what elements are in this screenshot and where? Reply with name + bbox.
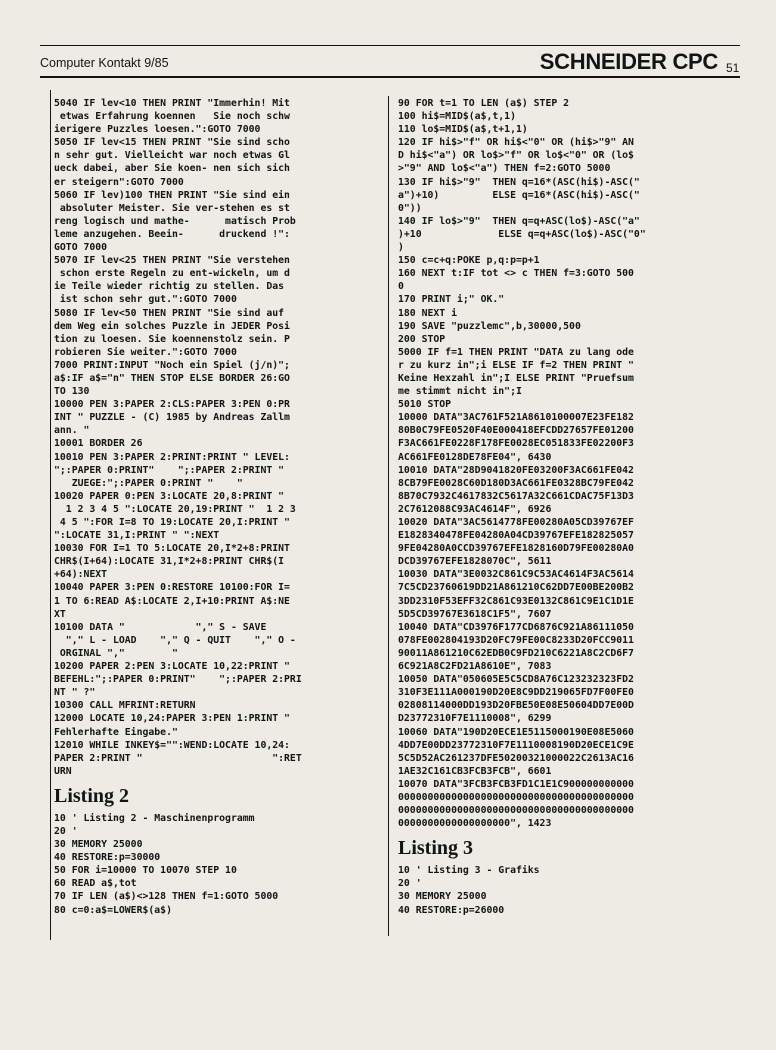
code-line: 4DD7E00DD23772310F7E1110008190D20ECE1C9E [398, 739, 634, 751]
code-line: 7000 PRINT:INPUT "Noch ein Spiel (j/n)"; [54, 359, 290, 371]
code-line: 20 ' [54, 825, 78, 837]
code-line: 10070 DATA"3FCB3FCB3FD1C1E1C900000000000 [398, 778, 634, 790]
code-line: 3DD2310F53EFF32C861C93E0132C861C9E1C1D1E [398, 595, 634, 607]
code-line: leme anzugehen. Beein- druckend !": [54, 228, 290, 240]
code-line: 40 RESTORE:p=26000 [398, 904, 505, 916]
code-line: 70 IF LEN (a$)<>128 THEN f=1:GOTO 5000 [54, 891, 279, 903]
code-line: n sehr gut. Vielleicht war noch etwas Gl [54, 150, 290, 162]
code-line: 310F3E111A000190D20E8C9DD219065FD7F00FE0 [398, 687, 634, 699]
code-line: 7C5CD23760619DD21A861210C62DD7E00BE200B2 [398, 582, 634, 594]
code-line: schon erste Regeln zu ent-wickeln, um d [54, 268, 290, 280]
code-line: DCD39767EFE1828070C", 5611 [398, 556, 552, 568]
code-line: 12000 LOCATE 10,24:PAPER 3:PEN 1:PRINT " [54, 713, 290, 725]
code-line: "," L - LOAD "," Q - QUIT "," O - [54, 634, 296, 646]
code-line: 0000000000000000000000000000000000000000 [398, 805, 634, 817]
code-line: 10010 DATA"28D9041820FE03200F3AC661FE042 [398, 464, 634, 476]
code-line: TO 130 [54, 386, 90, 398]
code-line: ZUEGE:";:PAPER 0:PRINT " " [54, 477, 243, 489]
code-line: D hi$<"a") OR lo$>"f" OR lo$<"0" OR (lo$ [398, 150, 634, 162]
code-line: ORGINAL "," " [54, 647, 178, 659]
code-line: PAPER 2:PRINT " ":RET [54, 752, 302, 764]
code-line: ann. " [54, 425, 90, 437]
code-line: 6C921A8C2FD21A8610E", 7083 [398, 661, 552, 673]
code-line: 10050 DATA"050605E5C5CD8A76C123232323FD2 [398, 674, 634, 686]
code-line: 8B70C7932C4617832C5617A32C661CDAC75F13D3 [398, 490, 634, 502]
code-line: 4 5 ":FOR I=8 TO 19:LOCATE 20,I:PRINT " [54, 517, 290, 528]
code-line: ";:PAPER 0:PRINT" ";:PAPER 2:PRINT " [54, 464, 285, 476]
code-line: 120 IF hi$>"f" OR hi$<"0" OR (hi$>"9" AN [398, 137, 634, 149]
code-line: CHR$(I+64):LOCATE 31,I*2+8:PRINT CHR$(I [54, 556, 285, 568]
code-line: 1 TO 6:READ A$:LOCATE 2,I+10:PRINT A$:NE [54, 595, 290, 607]
code-line: 40 RESTORE:p=30000 [54, 852, 161, 864]
code-line: URN [54, 765, 72, 777]
code-line: 10020 PAPER 0:PEN 3:LOCATE 20,8:PRINT " [54, 490, 285, 502]
code-line: 80 c=0:a$=LOWER$(a$) [54, 904, 172, 916]
code-line: 10030 FOR I=1 TO 5:LOCATE 20,I*2+8:PRINT [54, 543, 290, 555]
code-line: 10000 DATA"3AC761F521A8610100007E23FE182 [398, 412, 634, 424]
top-rule [40, 45, 740, 46]
code-line: 0000000000000000000", 1423 [398, 818, 552, 830]
magazine-issue: Computer Kontakt 9/85 [40, 56, 169, 70]
code-line: 12010 WHILE INKEY$="":WEND:LOCATE 10,24: [54, 739, 290, 751]
code-line: 50 FOR i=10000 TO 10070 STEP 10 [54, 865, 237, 877]
code-line: 180 NEXT i [398, 307, 457, 319]
code-line: 30 MEMORY 25000 [398, 891, 487, 903]
code-line: 60 READ a$,tot [54, 878, 137, 890]
code-line: 5010 STOP [398, 399, 452, 411]
code-line: 190 SAVE "puzzlemc",b,30000,500 [398, 320, 581, 332]
code-line: 5040 IF lev<10 THEN PRINT "Immerhin! Mit [54, 98, 290, 109]
code-line: 90 FOR t=1 TO LEN (a$) STEP 2 [398, 98, 570, 109]
code-line: 100 hi$=MID$(a$,t,1) [398, 111, 516, 123]
code-line: 078FE002804193D20FC79FE00C8233D20FCC9011 [398, 634, 634, 646]
code-line: etwas Erfahrung koennen Sie noch schw [54, 111, 290, 123]
listing-column-left [54, 97, 384, 1022]
code-line: 80B0C79FE0520F40E000418EFCDD27657FE01200 [398, 425, 634, 437]
code-line: 5050 IF lev<15 THEN PRINT "Sie sind scho [54, 137, 290, 149]
code-line: reng logisch und mathe- matisch Prob [54, 215, 296, 227]
code-line: 140 IF lo$>"9" THEN q=q+ASC(lo$)-ASC("a" [398, 215, 640, 227]
listing-heading: Listing 3 [398, 837, 474, 860]
code-line: E1828340478FE04280A04CD39767EFE182825057 [398, 530, 634, 542]
code-line: 5060 IF lev)100 THEN PRINT "Sie sind ein [54, 189, 290, 201]
listing-heading: Listing 2 [54, 784, 130, 807]
code-line: 0000000000000000000000000000000000000000 [398, 791, 634, 803]
code-line: 30 MEMORY 25000 [54, 839, 143, 851]
code-line: ueck dabei, aber Sie koen- nen sich sich [54, 163, 290, 175]
code-line: 10100 DATA " "," S - SAVE [54, 621, 267, 633]
code-line: 0")) [398, 202, 422, 214]
code-line: absoluter Meister. Sie ver-stehen es st [54, 202, 290, 214]
code-line: 110 lo$=MID$(a$,t+1,1) [398, 124, 528, 136]
code-line: 10 ' Listing 2 - Maschinenprogramm [54, 812, 255, 824]
code-line: 5C5D52AC261237DFE50200321000022C2613AC16 [398, 752, 634, 764]
header-rule [40, 76, 740, 78]
code-line: 0 [398, 281, 404, 293]
code-line: er steigern":GOTO 7000 [54, 176, 184, 188]
code-line: D23772310F7E1110008", 6299 [398, 713, 552, 725]
code-line: ) [398, 242, 404, 254]
code-line: 10060 DATA"190D20ECE1E5115000190E08E5060 [398, 726, 634, 738]
code-line: )+10 ELSE q=q+ASC(lo$)-ASC("0" [398, 228, 646, 240]
code-line: 150 c=c+q:POKE p,q:p=p+1 [398, 255, 540, 267]
code-line: ist schon sehr gut.":GOTO 7000 [54, 294, 237, 306]
code-line: 9FE04280A0CCD39767EFE1828160D79FE00280A0 [398, 543, 634, 555]
code-line: +64):NEXT [54, 569, 108, 581]
code-line: dem Weg ein solches Puzzle in JEDER Posi [54, 320, 290, 332]
code-line: BEFEHL:";:PAPER 0:PRINT" ";:PAPER 2:PRI [54, 674, 302, 686]
code-line: 5000 IF f=1 THEN PRINT "DATA zu lang ode [398, 346, 634, 358]
code-line: 1AE32C161CB3FCB3FCB", 6601 [398, 765, 552, 777]
code-line: 10040 DATA"CD3976F177CD6876C921A86111050 [398, 621, 634, 633]
code-line: 8CB79FE0028C60D180D3AC661FE0328BC79FE042 [398, 477, 634, 489]
left-column-rule [50, 90, 51, 940]
code-line: 170 PRINT i;" OK." [398, 294, 505, 306]
code-line: a")+10) ELSE q=16*(ASC(hi$)-ASC(" [398, 189, 640, 201]
code-line: tion zu loesen. Sie koennenstolz sein. P [54, 333, 290, 345]
column-separator [388, 96, 389, 936]
code-line: 90011A861210C62EDB0C9FD210C6221A8C2CD6F7 [398, 647, 634, 659]
code-line: AC661FE0128DE78FE04", 6430 [398, 451, 552, 463]
code-line: INT " PUZZLE - (C) 1985 by Andreas Zallm [54, 412, 290, 424]
code-line: 10200 PAPER 2:PEN 3:LOCATE 10,22:PRINT " [54, 661, 290, 673]
code-line: 10020 DATA"3AC5614778FE00280A05CD39767EF [398, 517, 634, 528]
code-line: 10 ' Listing 3 - Grafiks [398, 865, 540, 877]
section-title: SCHNEIDER CPC [539, 49, 718, 74]
code-line: Keine Hexzahl in";I ELSE PRINT "Pruefsum [398, 372, 634, 384]
code-line: 1 2 3 4 5 ":LOCATE 20,19:PRINT " 1 2 3 [54, 503, 296, 515]
code-line: 20 ' [398, 878, 422, 890]
code-line: 130 IF hi$>"9" THEN q=16*(ASC(hi$)-ASC(" [398, 176, 640, 188]
code-line: 10030 DATA"3E0032C861C9C53AC4614F3AC5614 [398, 569, 634, 581]
code-line: ierigere Puzzles loesen.":GOTO 7000 [54, 124, 261, 136]
code-line: F3AC661FE0228F178FE0028EC051833FE02200F3 [398, 438, 634, 450]
code-line: r zu kurz in";i ELSE IF f=2 THEN PRINT " [398, 359, 634, 371]
code-line: 10040 PAPER 3:PEN 0:RESTORE 10100:FOR I= [54, 582, 290, 594]
listing-column-right [398, 97, 738, 1022]
code-line: Fehlerhafte Eingabe." [54, 726, 178, 738]
code-line: >"9" AND lo$<"a") THEN f=2:GOTO 5000 [398, 163, 611, 175]
code-line: GOTO 7000 [54, 242, 108, 254]
code-line: XT [54, 608, 66, 620]
code-line: a$:IF a$="n" THEN STOP ELSE BORDER 26:GO [54, 372, 290, 384]
code-line: 5080 IF lev<50 THEN PRINT "Sie sind auf [54, 307, 285, 319]
code-line: NT " ?" [54, 687, 96, 699]
code-line: 10001 BORDER 26 [54, 438, 143, 450]
page-number: 51 [726, 61, 740, 75]
code-line: 02808114000DD193D20FBE50E08E50604DD7E00D [398, 700, 634, 712]
code-line: ie Teile wieder richtig zu stellen. Das [54, 281, 285, 293]
code-line: me stimmt nicht in";I [398, 386, 522, 398]
code-line: robieren Sie weiter.":GOTO 7000 [54, 346, 237, 358]
code-line: 10300 CALL MFRINT:RETURN [54, 700, 196, 712]
code-line: 2C7612088C93AC4614F", 6926 [398, 503, 552, 515]
code-line: 200 STOP [398, 333, 446, 345]
code-line: ":LOCATE 31,I:PRINT " ":NEXT [54, 530, 220, 542]
code-line: 5070 IF lev<25 THEN PRINT "Sie verstehen [54, 255, 290, 267]
code-line: 5D5CD39767E3618C1F5", 7607 [398, 608, 552, 620]
code-line: 10000 PEN 3:PAPER 2:CLS:PAPER 3:PEN 0:PR [54, 399, 290, 411]
code-line: 10010 PEN 3:PAPER 2:PRINT:PRINT " LEVEL: [54, 451, 290, 463]
code-line: 160 NEXT t:IF tot <> c THEN f=3:GOTO 500 [398, 268, 634, 280]
